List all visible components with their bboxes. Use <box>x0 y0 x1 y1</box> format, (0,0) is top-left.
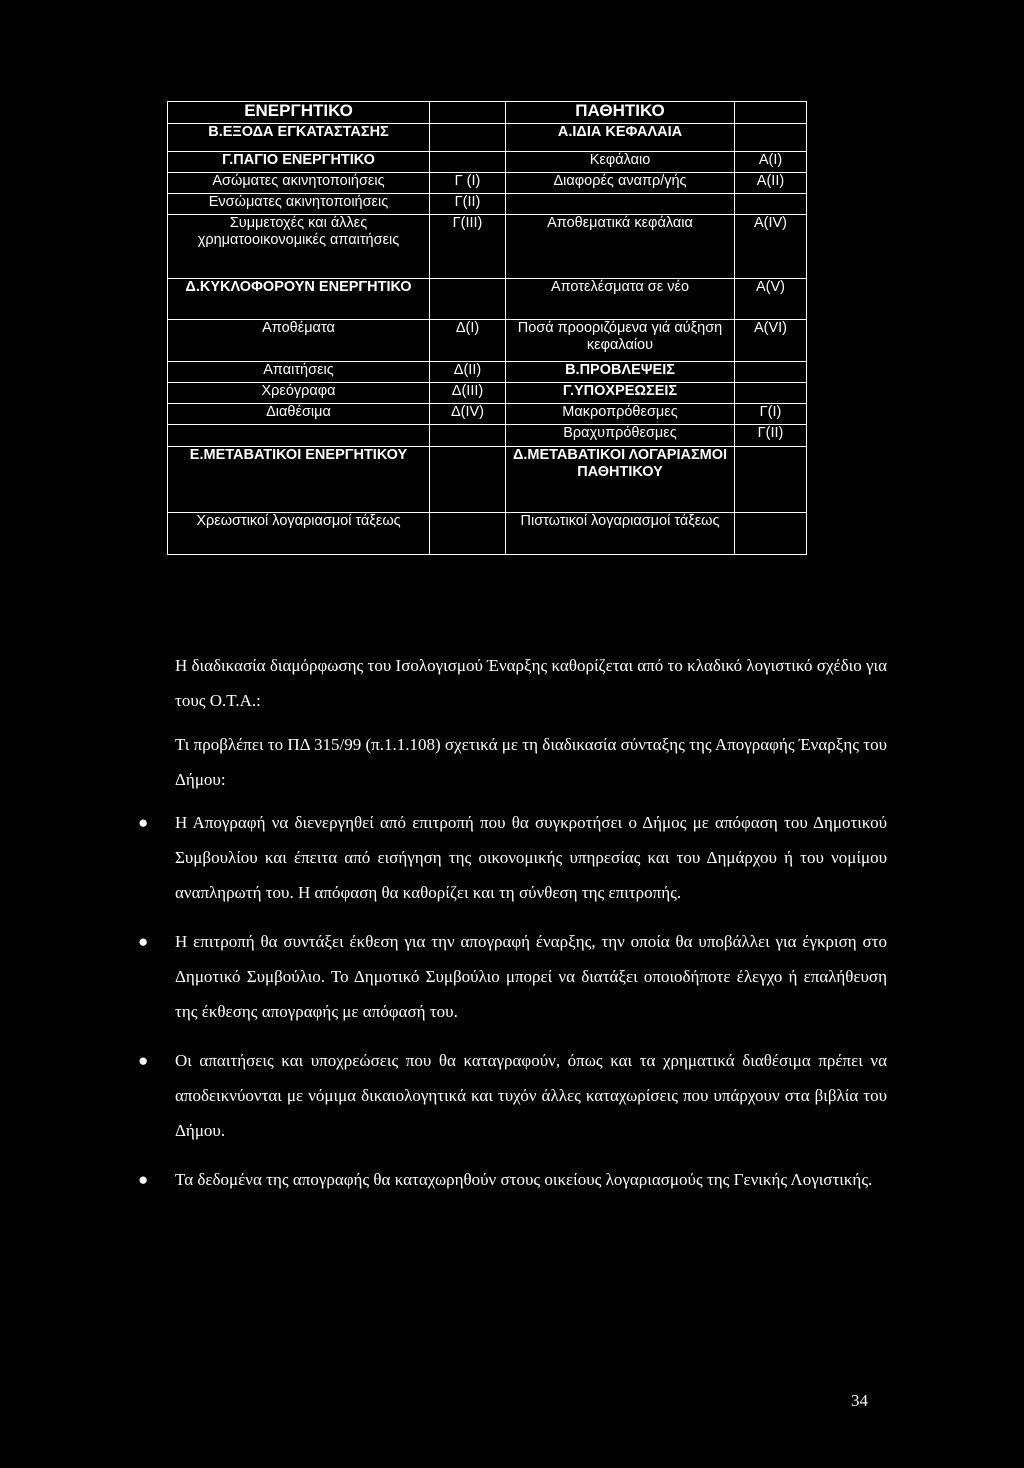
table-cell: Διαθέσιμα <box>168 404 430 425</box>
requirements-list <box>138 805 887 1211</box>
table-cell: Αποτελέσματα σε νέο <box>506 279 735 320</box>
table-cell: Χρεωστικοί λογαριασμοί τάξεως <box>168 513 430 555</box>
table-cell: Δ.ΜΕΤΑΒΑΤΙΚΟΙ ΛΟΓΑΡΙΑΣΜΟΙ ΠΑΘΗΤΙΚΟΥ <box>506 447 735 513</box>
table-cell: Χρεόγραφα <box>168 383 430 404</box>
table-cell: Ποσά προοριζόμενα γιά αύξηση κεφαλαίου <box>506 320 735 362</box>
table-cell: Διαφορές αναπρ/γής <box>506 173 735 194</box>
intro-paragraph: Η διαδικασία διαμόρφωσης του Ισολογισμού Έναρξης καθορίζεται από το κλαδικό λογιστικό σχέδιο για τους Ο.Τ.Α.: <box>175 656 887 710</box>
list-item: ● Τα δεδομένα της απογραφής θα καταχωρηθούν στους οικείους λογαριασμούς της Γενικής Λογιστικής. <box>175 1162 887 1197</box>
bullet-icon: ● <box>138 1170 149 1189</box>
table-row <box>168 425 807 447</box>
list-item: ● Η επιτροπή θα συντάξει έκθεση για την απογραφή έναρξης, την οποία θα υποβάλλει για έγκριση στο Δημοτικό Συμβούλιο. Το Δημοτικό Συμβούλιο μπορεί να διατάξει οποιοδήποτε έλεγχο ή επαλήθευση της έκθεσης απογραφής με απόφασή του. <box>175 924 887 1029</box>
table-cell: Απαιτήσεις <box>168 362 430 383</box>
table-row <box>168 513 807 555</box>
table-row <box>168 102 807 124</box>
table-cell: Α.ΙΔΙΑ ΚΕΦΑΛΑΙΑ <box>506 124 735 152</box>
bullet-icon: ● <box>138 813 149 832</box>
table-cell: Ασώματες ακινητοποιήσεις <box>168 173 430 194</box>
table-cell: Κεφάλαιο <box>506 152 735 173</box>
question-paragraph: Τι προβλέπει το ΠΔ 315/99 (π.1.1.108) σχετικά με τη διαδικασία σύνταξης της Απογραφής Έναρξης του Δήμου: <box>175 735 887 789</box>
table-cell: Βραχυπρόθεσμες <box>506 425 735 447</box>
table-cell: Α(ΙV) <box>735 215 807 279</box>
table-cell: Γ(ΙΙΙ) <box>430 215 506 279</box>
table-cell: Α(V) <box>735 279 807 320</box>
table-cell: Δ(ΙV) <box>430 404 506 425</box>
balance-sheet-table <box>167 101 807 555</box>
table-cell: Γ (Ι) <box>430 173 506 194</box>
table-row <box>168 194 807 215</box>
table-row <box>168 362 807 383</box>
table-cell: Α(Ι) <box>735 152 807 173</box>
table-cell: Πιστωτικοί λογαριασμοί τάξεως <box>506 513 735 555</box>
table-row <box>168 447 807 513</box>
table-row <box>168 383 807 404</box>
table-row <box>168 279 807 320</box>
bullet-icon: ● <box>138 932 149 951</box>
table-cell: Γ(ΙΙ) <box>430 194 506 215</box>
table-cell: Δ(ΙΙΙ) <box>430 383 506 404</box>
table-cell: Συμμετοχές και άλλες χρηματοοικονομικές απαιτήσεις <box>168 215 430 279</box>
table-cell: Αποθεματικά κεφάλαια <box>506 215 735 279</box>
page-number: 34 <box>851 1391 868 1410</box>
table-row <box>168 404 807 425</box>
table-cell: Γ(Ι) <box>735 404 807 425</box>
header-liabilities: ΠΑΘΗΤΙΚΟ <box>506 102 735 124</box>
table-row <box>168 320 807 362</box>
table-cell: Δ(Ι) <box>430 320 506 362</box>
table-cell: Α(ΙΙ) <box>735 173 807 194</box>
table-row <box>168 124 807 152</box>
table-cell: Μακροπρόθεσμες <box>506 404 735 425</box>
table-cell: Α(VΙ) <box>735 320 807 362</box>
table-cell: Β.ΕΞΟΔΑ ΕΓΚΑΤΑΣΤΑΣΗΣ <box>168 124 430 152</box>
table-cell: Γ(ΙΙ) <box>735 425 807 447</box>
table-cell: Γ.ΥΠΟΧΡΕΩΣΕΙΣ <box>506 383 735 404</box>
table-cell: Αποθέματα <box>168 320 430 362</box>
list-item: ● Η Απογραφή να διενεργηθεί από επιτροπή που θα συγκροτήσει ο Δήμος με απόφαση του Δημοτικού Συμβουλίου και έπειτα από εισήγηση της οικονομικής υπηρεσίας και του Δημάρχου ή του νομίμου αναπληρωτή του. Η απόφαση θα καθορίζει και τη σύνθεση της επιτροπής. <box>175 805 887 910</box>
bullet-icon: ● <box>138 1051 149 1070</box>
table-cell: Δ.ΚΥΚΛΟΦΟΡΟΥΝ ΕΝΕΡΓΗΤΙΚΟ <box>168 279 430 320</box>
table-cell: Β.ΠΡΟΒΛΕΨΕΙΣ <box>506 362 735 383</box>
table-cell: Ε.ΜΕΤΑΒΑΤΙΚΟΙ ΕΝΕΡΓΗΤΙΚΟΥ <box>168 447 430 513</box>
table-cell: Γ.ΠΑΓΙΟ ΕΝΕΡΓΗΤΙΚΟ <box>168 152 430 173</box>
table-cell: Ενσώματες ακινητοποιήσεις <box>168 194 430 215</box>
table-row <box>168 152 807 173</box>
list-item: ● Οι απαιτήσεις και υποχρεώσεις που θα καταγραφούν, όπως και τα χρηματικά διαθέσιμα πρέπει να αποδεικνύονται με νόμιμα δικαιολογητικά και τυχόν άλλες καταχωρίσεις που υπάρχουν στα βιβλία του Δήμου. <box>175 1043 887 1148</box>
table-row <box>168 173 807 194</box>
table-row <box>168 215 807 279</box>
header-assets: ΕΝΕΡΓΗΤΙΚΟ <box>168 102 430 124</box>
table-cell: Δ(ΙΙ) <box>430 362 506 383</box>
